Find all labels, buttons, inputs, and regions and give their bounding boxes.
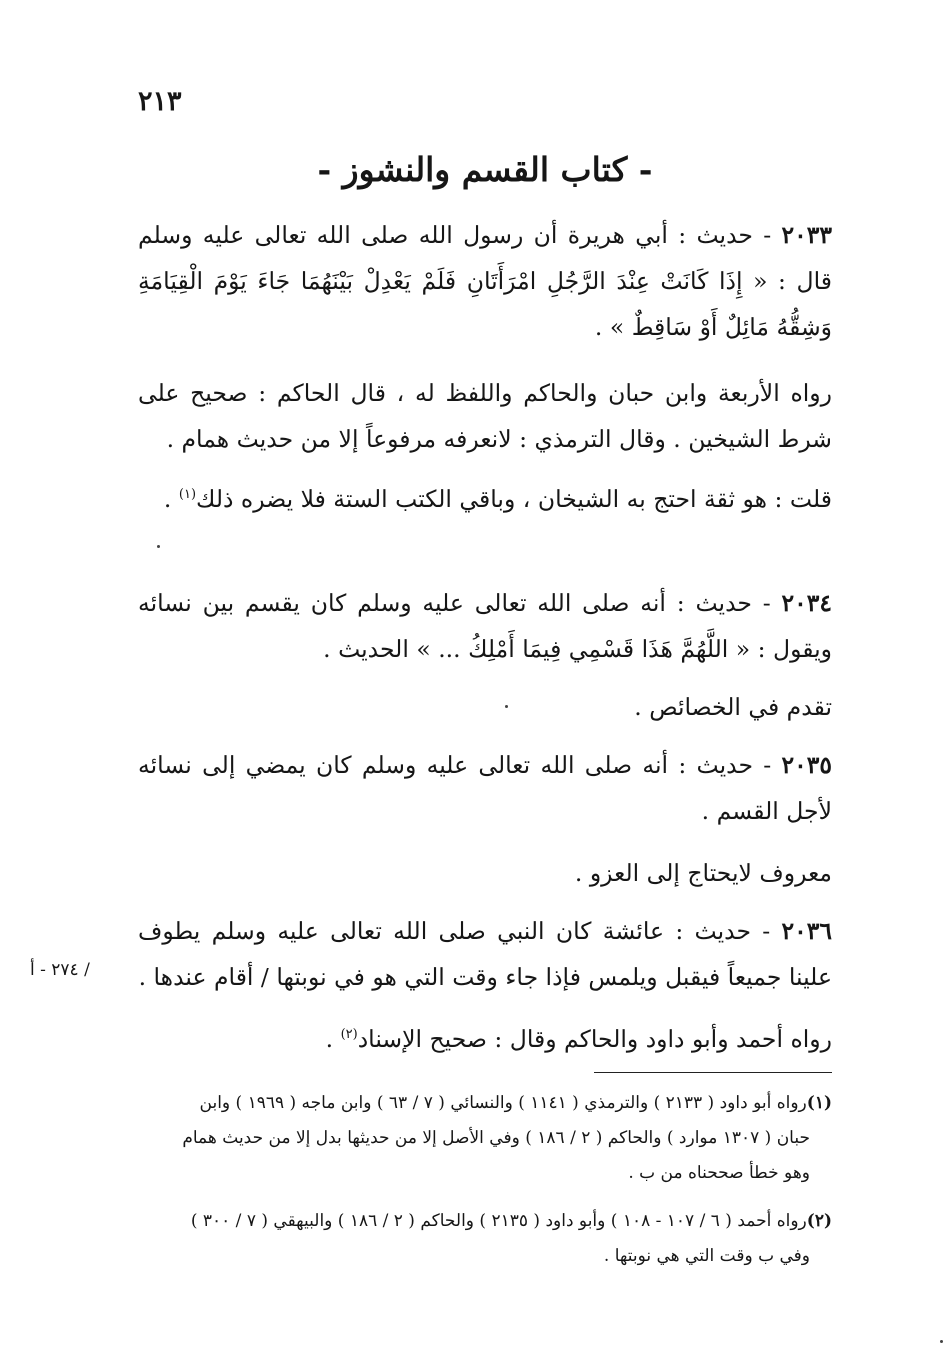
hadith-2033-comment [138,476,832,522]
footnote-ref: (٢) [340,1027,358,1043]
hadith-number: ٢٠٣٦ [781,917,832,945]
footnote-1 [132,1086,832,1191]
footnote-line: رواه أبو داود ( ٢١٣٣ ) والترمذي ( ١١٤١ ) والنسائي ( ٧ / ٦٣ ) وابن ماجه ( ١٩٦٩ ) وابن [199,1093,807,1113]
hadith-text: - حديث : أنه صلى الله تعالى عليه وسلم كان يقسم بين نسائه ويقول : « اللَّهُمَّ هَذَا قَسْمِي فِيمَا أَمْلِكُ ... » الحديث . [138,589,832,663]
footnote-line: وفي ب وقت التي هي نوبتها . [603,1246,810,1266]
margin-manuscript-reference: / ٢٧٤ - أ [30,960,90,980]
page-number: ٢١٣ [138,86,182,117]
hadith-number: ٢٠٣٣ [781,221,832,249]
footnote-line: وهو خطأ صححناه من ب . [628,1163,810,1183]
hadith-2035 [138,742,832,834]
comment-end: . [163,485,179,513]
hadith-text: - حديث : أبي هريرة أن رسول الله صلى الله تعالى عليه وسلم قال : « إِذَا كَانَتْ عِنْدَ الرَّجُلِ امْرَأَتَانِ فَلَمْ يَعْدِلْ بَيْنَهُمَا جَاءَ يَوْمَ الْقِيَامَةِ وَشِقُّهُ مَائِلٌ أَوْ سَاقِطٌ » . [138,221,832,341]
hadith-2036 [138,908,832,1000]
comment-text: قلت : هو ثقة احتج به الشيخان ، وباقي الكتب الستة فلا يضره ذلك [196,485,832,513]
takhrij-text: رواه أحمد وأبو داود والحاكم وقال : صحيح الإسناد [357,1025,832,1053]
footnote-divider [594,1072,832,1073]
footnote-line: رواه أحمد ( ٦ / ١٠٧ - ١٠٨ ) وأبو داود ( ٢١٣٥ ) والحاكم ( ٢ / ١٨٦ ) والبيهقي ( ٧ / ٣٠٠ ) [190,1211,807,1231]
hadith-text: - حديث : عائشة كان النبي صلى الله تعالى عليه وسلم يطوف علينا جميعاً فيقبل ويلمس فإذا جاء وقت التي هو في نوبتها / أقام عندها . [138,917,832,991]
hadith-2034 [138,580,832,672]
hadith-number: ٢٠٣٤ [781,589,832,617]
chapter-title: - كتاب القسم والنشوز - [317,150,653,189]
footnote-2 [132,1204,832,1274]
footnote-line: حبان ( ١٣٠٧ موارد ) والحاكم ( ٢ / ١٨٦ ) وفي الأصل إلا من حديثها بدل إلا من حديث همام [182,1128,810,1148]
footnote-marker: (١) [806,1093,832,1113]
hadith-2034-note: تقدم في الخصائص . [634,693,832,721]
footnote-ref: (١) [178,487,197,503]
scan-speck [157,545,160,548]
hadith-2036-takhrij [138,1016,832,1062]
hadith-2035-note: معروف لايحتاج إلى العزو . [574,859,832,887]
takhrij-end: . [325,1025,341,1053]
hadith-number: ٢٠٣٥ [781,751,832,779]
scan-speck [505,705,508,708]
scan-speck [940,1340,943,1343]
hadith-2033 [138,212,832,350]
footnote-marker: (٢) [806,1211,832,1231]
hadith-text: - حديث : أنه صلى الله تعالى عليه وسلم كان يمضي إلى نسائه لأجل القسم . [138,751,832,825]
hadith-2033-takhrij: رواه الأربعة وابن حبان والحاكم واللفظ له ، قال الحاكم : صحيح على شرط الشيخين . وقال الترمذي : لانعرفه مرفوعاً إلا من حديث همام . [138,379,832,453]
